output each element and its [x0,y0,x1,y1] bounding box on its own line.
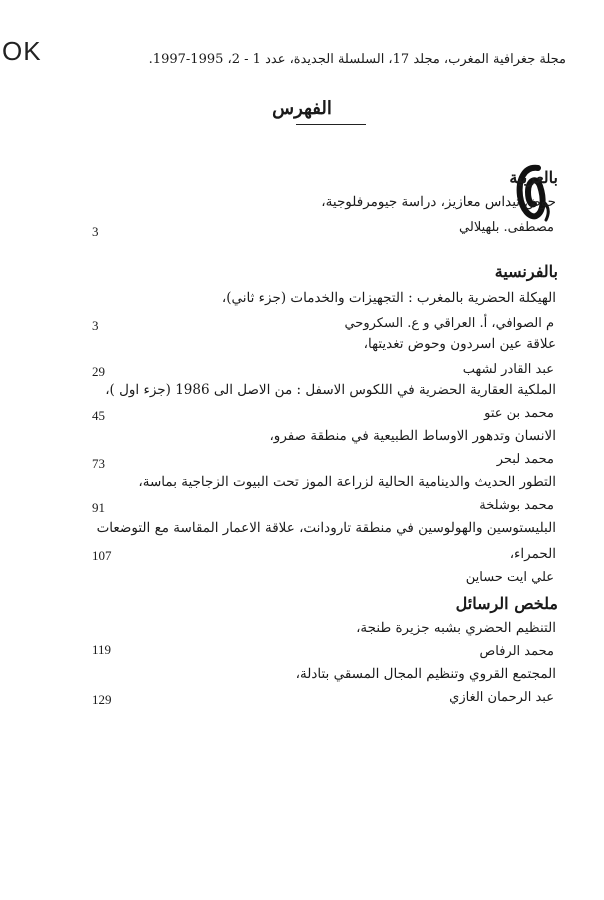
section-heading-arabic: بالعربية [509,168,558,187]
toc-entry-page: 3 [92,318,99,333]
toc-entry-title-continued: الحمراء، [509,546,556,562]
toc-entry-author: علي ايت حساين [465,570,554,585]
toc-entry-title: المجتمع القروي وتنظيم المجال المسقي بتادلة، [295,666,556,682]
toc-entry-page: 119 [92,642,112,657]
toc-entry-page: 29 [92,364,105,379]
toc-entry-page: 129 [92,692,112,707]
title-underline [296,124,366,125]
toc-entry-title: التطور الحديث والدينامية الحالية لزراعة الموز تحت البيوت الزجاجية بماسة، [138,474,556,490]
section-heading-french: بالفرنسية [494,262,558,281]
toc-entry-title: البليستوسين والهولوسين في منطقة تارودانت، علاقة الاعمار المقاسة مع التوضعات [96,520,556,536]
toc-entry-page: 3 [92,224,99,239]
toc-entry-title: الملكية العقارية الحضرية في اللكوس الاسفل : من الاصل الى 1986 (جزء اول )، [105,382,556,398]
toc-entry-author: عبد القادر لشهب [462,362,554,377]
toc-entry-title: حوض تيداس معازيز، دراسة جيومرفلوجية، [321,194,556,210]
toc-entry-author: مصطفى. بلهيلالي [459,220,554,235]
handwritten-ok-mark: OK [2,36,42,66]
toc-entry-author: محمد بوشلخة [479,498,554,513]
toc-entry-author: محمد بن عتو [484,406,554,421]
toc-entry-page: 91 [92,500,105,515]
journal-header: مجلة جغرافية المغرب، مجلد 17، السلسلة الجديدة، عدد 1 - 2، 1995-1997. [148,52,566,67]
toc-entry-page: 73 [92,456,105,471]
toc-entry-author: محمد الرفاص [479,644,554,659]
toc-entry-page: 107 [92,548,112,563]
toc-entry-author: محمد لبحر [496,452,554,467]
section-heading-theses: ملخص الرسائل [455,594,558,613]
toc-entry-title: الانسان وتدهور الاوساط الطبيعية في منطقة صفرو، [269,428,556,444]
toc-entry-page: 45 [92,408,105,423]
toc-entry-title: علاقة عين اسردون وحوض تغديتها، [363,336,556,352]
toc-entry-title: التنظيم الحضري بشبه جزيرة طنجة، [356,620,556,636]
page-title: الفهرس [272,98,332,119]
toc-entry-author: عبد الرحمان الغازي [449,690,554,705]
toc-entry-author: م الصوافي، أ. العراقي و ع. السكروحي [344,316,554,331]
toc-entry-title: الهيكلة الحضرية بالمغرب : التجهيزات والخدمات (جزء ثاني)، [221,290,556,306]
